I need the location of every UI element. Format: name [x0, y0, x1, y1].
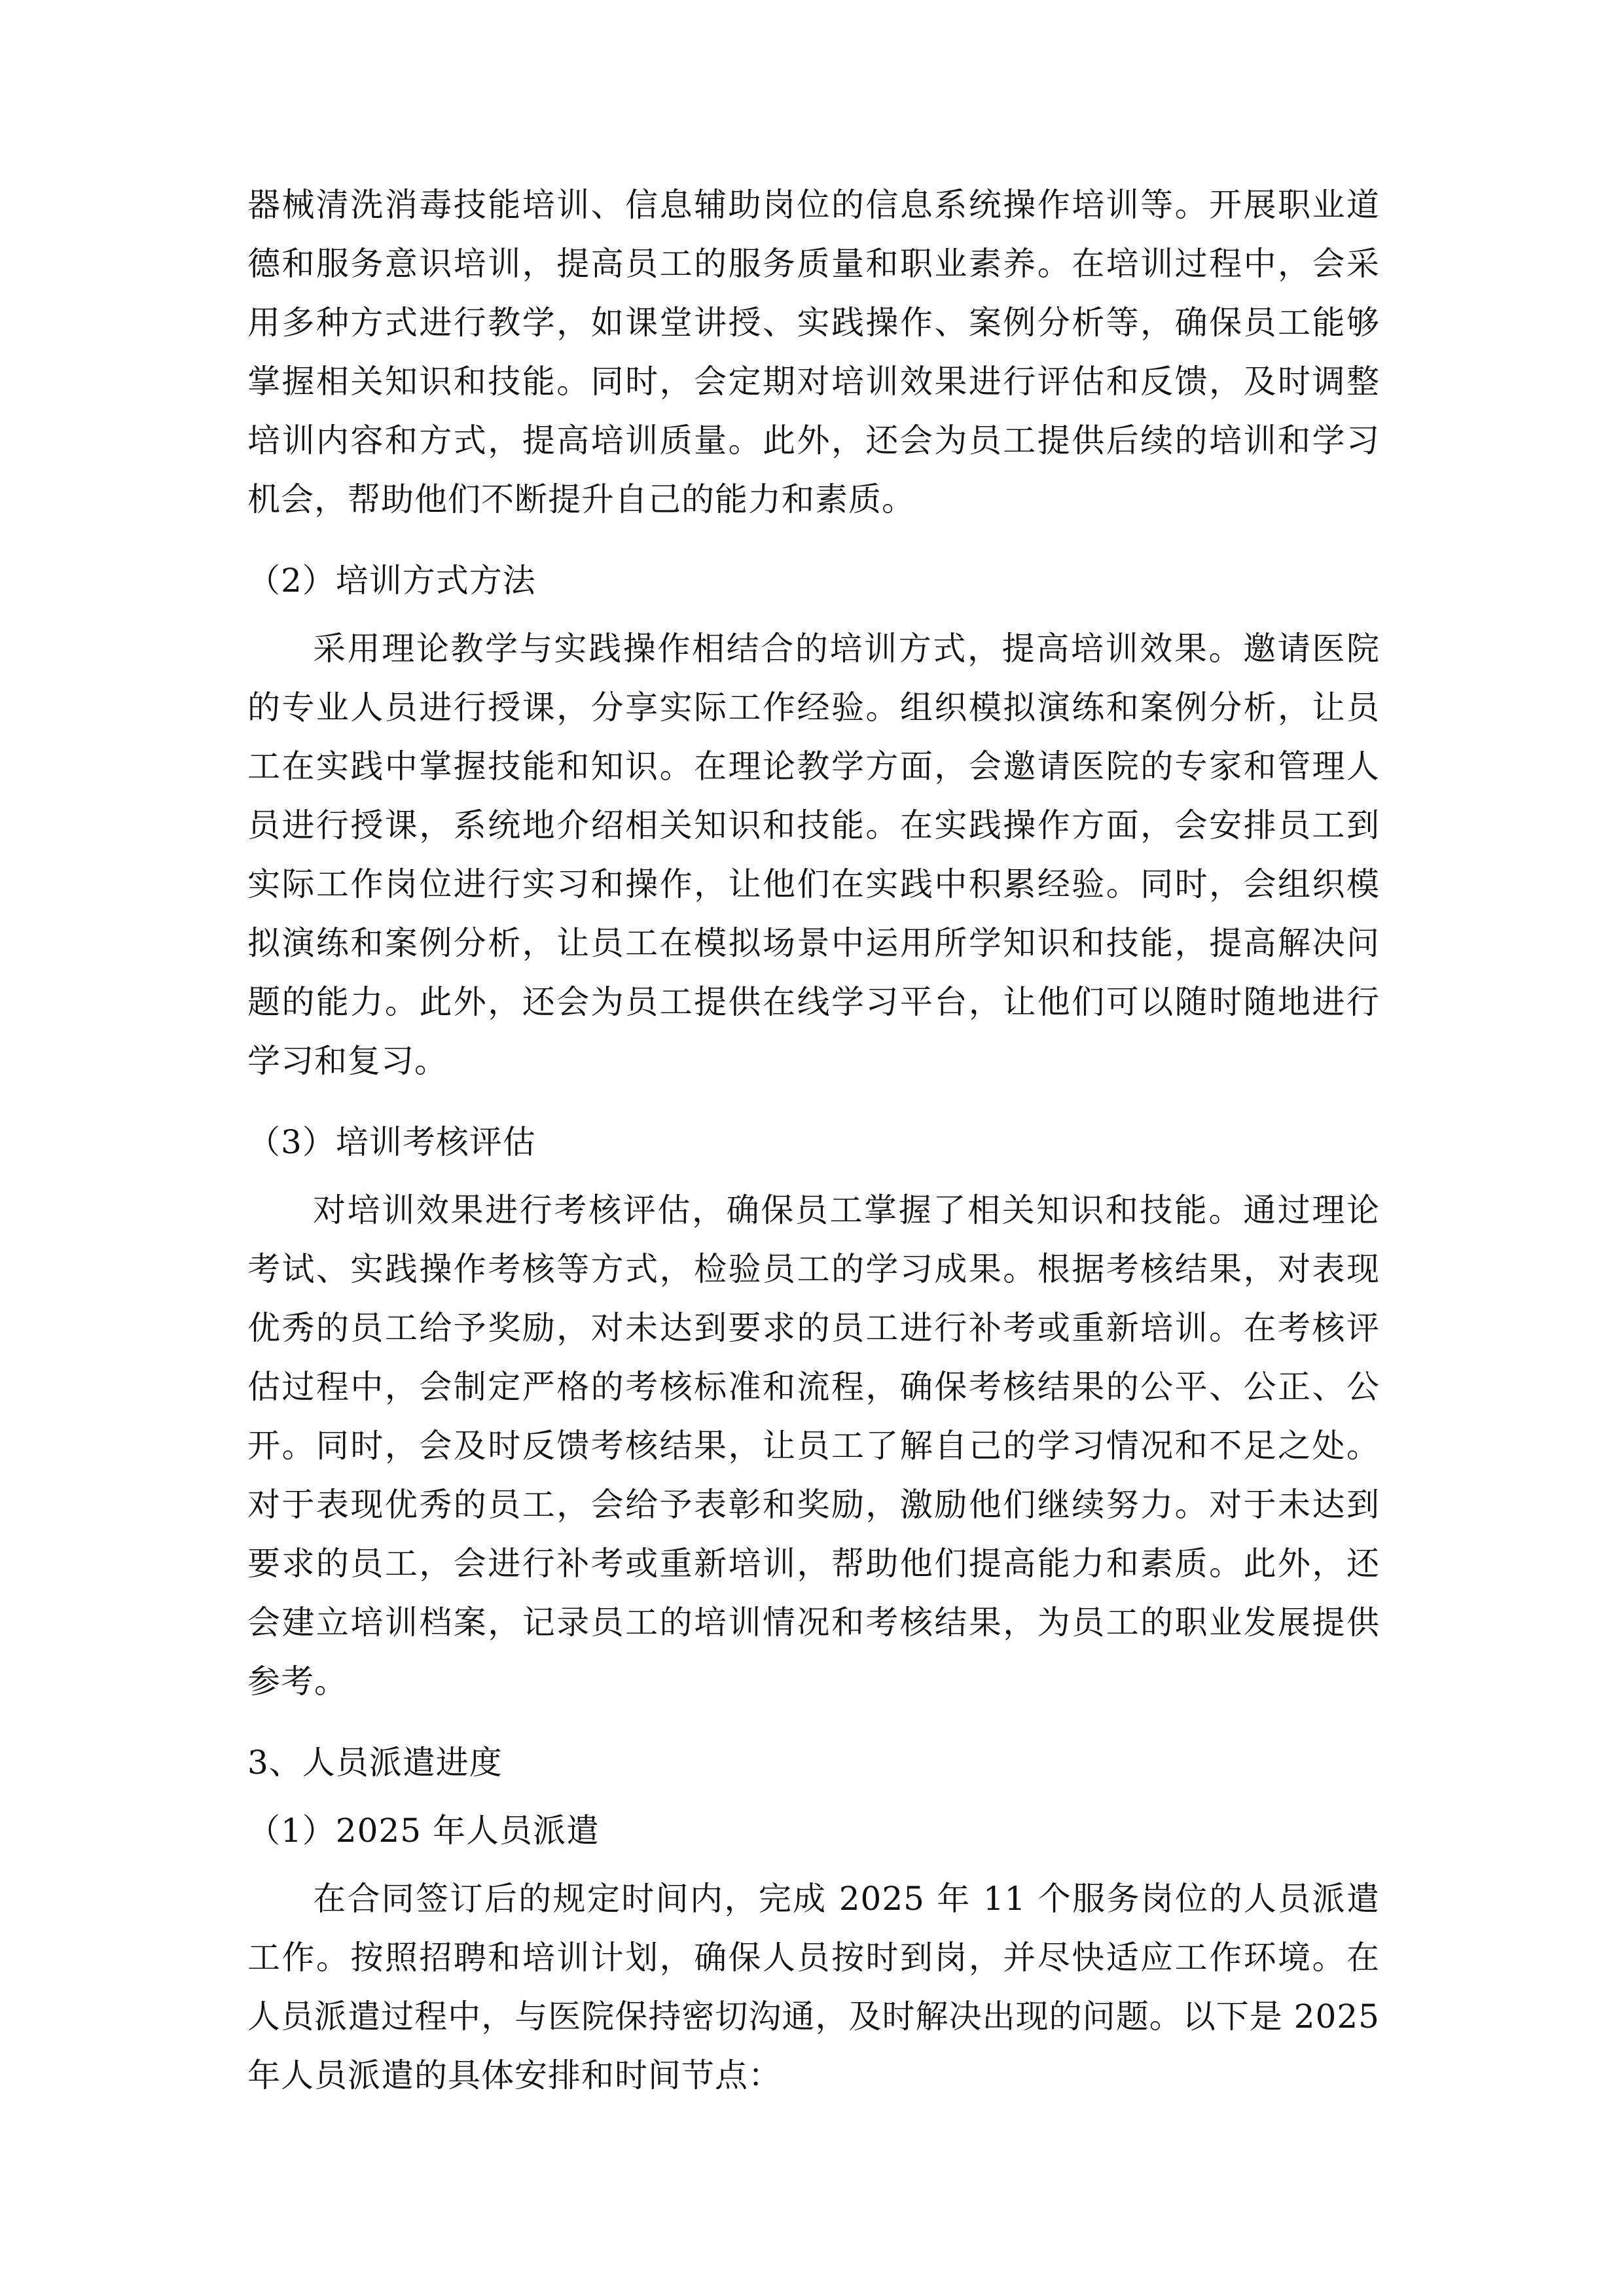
paragraph-training-assessment: 对培训效果进行考核评估，确保员工掌握了相关知识和技能。通过理论考试、实践操作考核等方式，检验员工的学习成果。根据考核结果，对表现优秀的员工给予奖励，对未达到要求的员工进行补考或重新培训。在考核评估过程中，会制定严格的考核标准和流程，确保考核结果的公平、公正、公开。同时，会及时反馈考核结果，让员工了解自己的学习情况和不足之处。对于表现优秀的员工，会给予表彰和奖励，激励他们继续努力。对于未达到要求的员工，会进行补考或重新培训，帮助他们提高能力和素质。此外，还会建立培训档案，记录员工的培训情况和考核结果，为员工的职业发展提供参考。 [247, 1191, 1380, 1700]
paragraph-2025-staff-dispatch: 在合同签订后的规定时间内，完成 2025 年 11 个服务岗位的人员派遣工作。按照招聘和培训计划，确保人员按时到岗，并尽快适应工作环境。在人员派遣过程中，与医院保持密切沟通，及时解决出现的问题。以下是 2025 年人员派遣的具体安排和时间节点： [247, 1880, 1380, 2094]
heading-training-assessment: （3）培训考核评估 [247, 1123, 536, 1161]
heading-2025-staff-dispatch: （1）2025 年人员派遣 [247, 1812, 600, 1850]
heading-training-methods: （2）培训方式方法 [247, 562, 536, 600]
paragraph-training-content-continued: 器械清洗消毒技能培训、信息辅助岗位的信息系统操作培训等。开展职业道德和服务意识培训，提高员工的服务质量和职业素养。在培训过程中，会采用多种方式进行教学，如课堂讲授、实践操作、案例分析等，确保员工能够掌握相关知识和技能。同时，会定期对培训效果进行评估和反馈，及时调整培训内容和方式，提高培训质量。此外，还会为员工提供后续的培训和学习机会，帮助他们不断提升自己的能力和素质。 [247, 186, 1380, 518]
heading-staff-dispatch-progress: 3、人员派遣进度 [247, 1744, 503, 1782]
document-body [247, 175, 1380, 2105]
paragraph-training-methods: 采用理论教学与实践操作相结合的培训方式，提高培训效果。邀请医院的专业人员进行授课，分享实际工作经验。组织模拟演练和案例分析，让员工在实践中掌握技能和知识。在理论教学方面，会邀请医院的专家和管理人员进行授课，系统地介绍相关知识和技能。在实践操作方面，会安排员工到实际工作岗位进行实习和操作，让他们在实践中积累经验。同时，会组织模拟演练和案例分析，让员工在模拟场景中运用所学知识和技能，提高解决问题的能力。此外，还会为员工提供在线学习平台，让他们可以随时随地进行学习和复习。 [247, 630, 1380, 1080]
